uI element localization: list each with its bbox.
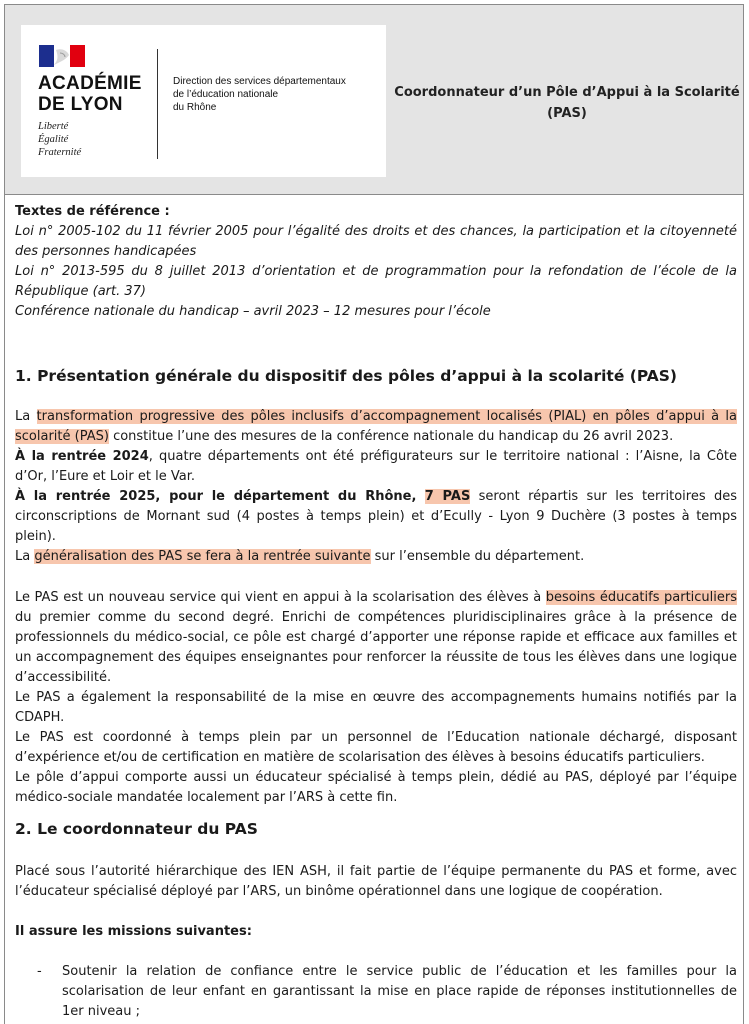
header-table (4, 4, 744, 195)
section-2-paragraph: Placé sous l’autorité hiérarchique des IEN ASH, il fait partie de l’équipe permanente du PAS et forme, avec l’éducateur spécialisé déployé par l’ARS, un binôme opérationnel dans une logique de coopération. (15, 864, 737, 899)
section-1-title: 1. Présentation générale du dispositif des pôles d’appui à la scolarité (PAS) (15, 367, 678, 385)
section-1-paragraph: Le PAS est coordonné à temps plein par un personnel de l’Education nationale déchargé, disposant d’expérience et/ou de certification en matière de scolarisation des élèves à besoins éducatifs particuliers. (15, 730, 737, 765)
marianne-flag-icon (39, 45, 85, 67)
academie-logo (21, 25, 386, 177)
direction-line-3: du Rhône (173, 102, 217, 113)
section-1-paragraph: Le PAS est un nouveau service qui vient en appui à la scolarisation des élèves à besoins éducatifs particuliers du premier comme du second degré. Enrichi de compétences pluridisciplinaires grâce à la présence de professionnels du médico-social, ce pôle est chargé d’apporter une réponse rapide et efficace aux familles et un accompagnement des équipes enseignantes pour renforcer la réussite de tous les élèves dans une logique d’accessibilité. (15, 590, 738, 685)
devise-egalite: Égalité (38, 134, 69, 145)
references-heading: Textes de référence : (15, 204, 170, 219)
de-lyon-line: DE LYON (38, 94, 123, 115)
missions-heading: Il assure les missions suivantes: (15, 924, 252, 939)
highlight: généralisation des PAS se fera à la rentrée suivante (34, 549, 371, 564)
academie-name (38, 73, 142, 115)
section-1-paragraph: La transformation progressive des pôles inclusifs d’accompagnement localisés (PIAL) en pôles d’appui à la scolarité (PAS) constitue l’une des mesures de la conférence nationale du handicap du 26 avril 2023. (15, 409, 738, 444)
section-1-paragraph: À la rentrée 2025, pour le département du Rhône, 7 PAS seront répartis sur les territoires des circonscriptions de Mornant sud (4 postes à temps plein) et d’Ecully - Lyon 9 Duchère (3 postes à temps plein). (15, 489, 737, 544)
academie-line: ACADÉMIE (38, 73, 142, 94)
direction-label (173, 75, 378, 114)
list-bullet: - (37, 964, 42, 979)
document-body (4, 195, 744, 1024)
section-1-paragraph: À la rentrée 2024, quatre départements ont été préfigurateurs sur le territoire national : l’Aisne, la Côte d’Or, l’Eure et Loir et le Var. (15, 449, 737, 484)
devise (38, 120, 81, 159)
reference-item: Loi n° 2013-595 du 8 juillet 2013 d’orientation et de programmation pour la refondation de l’école de la République (art. 37) (15, 264, 737, 299)
reference-item: Conférence nationale du handicap – avril 2023 – 12 mesures pour l’école (15, 304, 491, 319)
highlight: besoins éducatifs particuliers (545, 590, 738, 605)
section-1-paragraph: Le pôle d’appui comporte aussi un éducateur spécialisé à temps plein, dédié au PAS, déployé par l’équipe médico-sociale mandatée localement par l’ARS à cette fin. (15, 770, 737, 805)
list-item: Soutenir la relation de confiance entre le service public de l’éducation et les familles pour la scolarisation de leur enfant en garantissant la mise en place rapide de réponses institutionnelles de 1er niveau ; (62, 964, 737, 1019)
section-2-title: 2. Le coordonnateur du PAS (15, 820, 258, 838)
highlight: 7 PAS (424, 489, 471, 504)
reference-item: Loi n° 2005-102 du 11 février 2005 pour l’égalité des droits et des chances, la participation et la citoyenneté des personnes handicapées (15, 224, 737, 259)
section-1-paragraph: Le PAS a également la responsabilité de la mise en œuvre des accompagnements humains notifiés par la CDAPH. (15, 690, 737, 725)
devise-fraternite: Fraternité (38, 147, 82, 158)
devise-liberte: Liberté (38, 121, 69, 132)
section-1-paragraph: La généralisation des PAS se fera à la rentrée suivante sur l’ensemble du département. (15, 549, 585, 564)
document-title: Coordonnateur d’un Pôle d’Appui à la Scolarité (PAS) (394, 85, 740, 121)
highlight: transformation progressive des pôles inclusifs d’accompagnement localisés (PIAL) en pôles d’appui à la scolarité (PAS) (15, 409, 738, 444)
logo-divider (157, 49, 158, 159)
direction-line-1: Direction des services départementaux (173, 76, 346, 87)
direction-line-2: de l’éducation nationale (173, 89, 279, 100)
